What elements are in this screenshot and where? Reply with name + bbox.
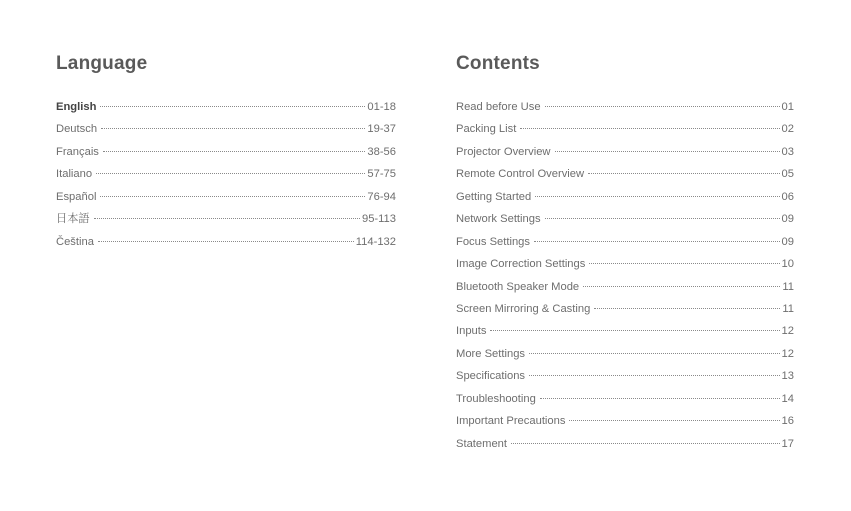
- toc-item[interactable]: [456, 343, 794, 365]
- toc-item[interactable]: [456, 433, 794, 455]
- toc-label: Bluetooth Speaker Mode: [456, 280, 580, 293]
- page-number: 17: [781, 437, 794, 450]
- toc-item[interactable]: [456, 163, 794, 185]
- leader-dots: [588, 173, 779, 174]
- page-number: 05: [781, 168, 794, 181]
- toc-label: Focus Settings: [456, 235, 530, 248]
- page-number: 01: [781, 101, 794, 113]
- toc-label: Getting Started: [456, 190, 532, 203]
- language-label: Italiano: [56, 168, 93, 181]
- leader-dots: [98, 241, 354, 242]
- leader-dots: [520, 128, 779, 129]
- toc-label: Specifications: [456, 370, 526, 383]
- language-item-espanol[interactable]: [56, 186, 396, 208]
- language-list: [56, 96, 396, 253]
- language-item-english[interactable]: [56, 96, 396, 118]
- toc-label: Inputs: [456, 325, 487, 338]
- contents-list: [456, 96, 794, 455]
- leader-dots: [100, 106, 365, 107]
- page-number: 11: [782, 302, 794, 315]
- page-number: 03: [781, 145, 794, 158]
- leader-dots: [96, 173, 365, 174]
- language-item-francais[interactable]: [56, 141, 396, 163]
- contents-section: [456, 52, 794, 455]
- toc-label: Read before Use: [456, 101, 541, 113]
- toc-item[interactable]: [456, 365, 794, 387]
- leader-dots: [555, 151, 780, 152]
- leader-dots: [511, 443, 780, 444]
- leader-dots: [529, 375, 780, 376]
- toc-item[interactable]: [456, 96, 794, 118]
- language-label: Español: [56, 190, 97, 203]
- toc-item[interactable]: [456, 410, 794, 432]
- leader-dots: [490, 330, 779, 331]
- page-number: 12: [781, 347, 794, 360]
- page-range: 19-37: [367, 123, 396, 136]
- language-section: [56, 52, 396, 253]
- toc-label: Projector Overview: [456, 145, 551, 158]
- leader-dots: [545, 106, 780, 107]
- page-number: 13: [781, 370, 794, 383]
- toc-label: Packing List: [456, 123, 517, 136]
- language-heading: Language: [56, 53, 148, 74]
- language-label: Deutsch: [56, 123, 98, 136]
- leader-dots: [534, 241, 780, 242]
- toc-item[interactable]: [456, 186, 794, 208]
- toc-label: Screen Mirroring & Casting: [456, 302, 591, 315]
- language-label: 日本語: [56, 213, 90, 226]
- toc-item[interactable]: [456, 276, 794, 298]
- toc-item[interactable]: [456, 253, 794, 275]
- leader-dots: [529, 353, 780, 354]
- language-item-cestina[interactable]: [56, 231, 396, 253]
- language-label: Français: [56, 145, 99, 158]
- contents-heading: Contents: [456, 53, 540, 74]
- language-item-deutsch[interactable]: [56, 118, 396, 140]
- page-range: 76-94: [367, 190, 396, 203]
- page-number: 09: [781, 235, 794, 248]
- toc-item[interactable]: [456, 320, 794, 342]
- leader-dots: [589, 263, 779, 264]
- language-label: Čeština: [56, 235, 94, 248]
- language-item-italiano[interactable]: [56, 163, 396, 185]
- leader-dots: [94, 218, 360, 219]
- page-number: 14: [781, 392, 794, 405]
- toc-label: More Settings: [456, 347, 526, 360]
- page-range: 95-113: [361, 213, 396, 226]
- leader-dots: [103, 151, 365, 152]
- leader-dots: [569, 420, 779, 421]
- toc-item[interactable]: [456, 388, 794, 410]
- page-number: 16: [781, 415, 794, 428]
- toc-item[interactable]: [456, 141, 794, 163]
- toc-label: Important Precautions: [456, 415, 566, 428]
- toc-label: Statement: [456, 437, 507, 450]
- page-range: 38-56: [367, 145, 396, 158]
- toc-item[interactable]: [456, 298, 794, 320]
- toc-item[interactable]: [456, 118, 794, 140]
- toc-label: Remote Control Overview: [456, 168, 585, 181]
- language-label: English: [56, 101, 97, 113]
- toc-label: Network Settings: [456, 213, 541, 226]
- language-item-japanese[interactable]: [56, 208, 396, 230]
- leader-dots: [540, 398, 780, 399]
- leader-dots: [101, 128, 365, 129]
- page-range: 01-18: [367, 101, 396, 113]
- page-number: 06: [781, 190, 794, 203]
- page-number: 09: [781, 213, 794, 226]
- leader-dots: [583, 286, 780, 287]
- leader-dots: [594, 308, 780, 309]
- leader-dots: [535, 196, 779, 197]
- page-number: 10: [781, 258, 794, 271]
- toc-item[interactable]: [456, 208, 794, 230]
- toc-label: Image Correction Settings: [456, 258, 586, 271]
- page-range: 114-132: [355, 235, 396, 248]
- leader-dots: [100, 196, 365, 197]
- page-number: 12: [781, 325, 794, 338]
- page-number: 02: [781, 123, 794, 136]
- leader-dots: [545, 218, 780, 219]
- toc-item[interactable]: [456, 231, 794, 253]
- page-number: 11: [782, 280, 794, 293]
- page-range: 57-75: [367, 168, 396, 181]
- toc-label: Troubleshooting: [456, 392, 536, 405]
